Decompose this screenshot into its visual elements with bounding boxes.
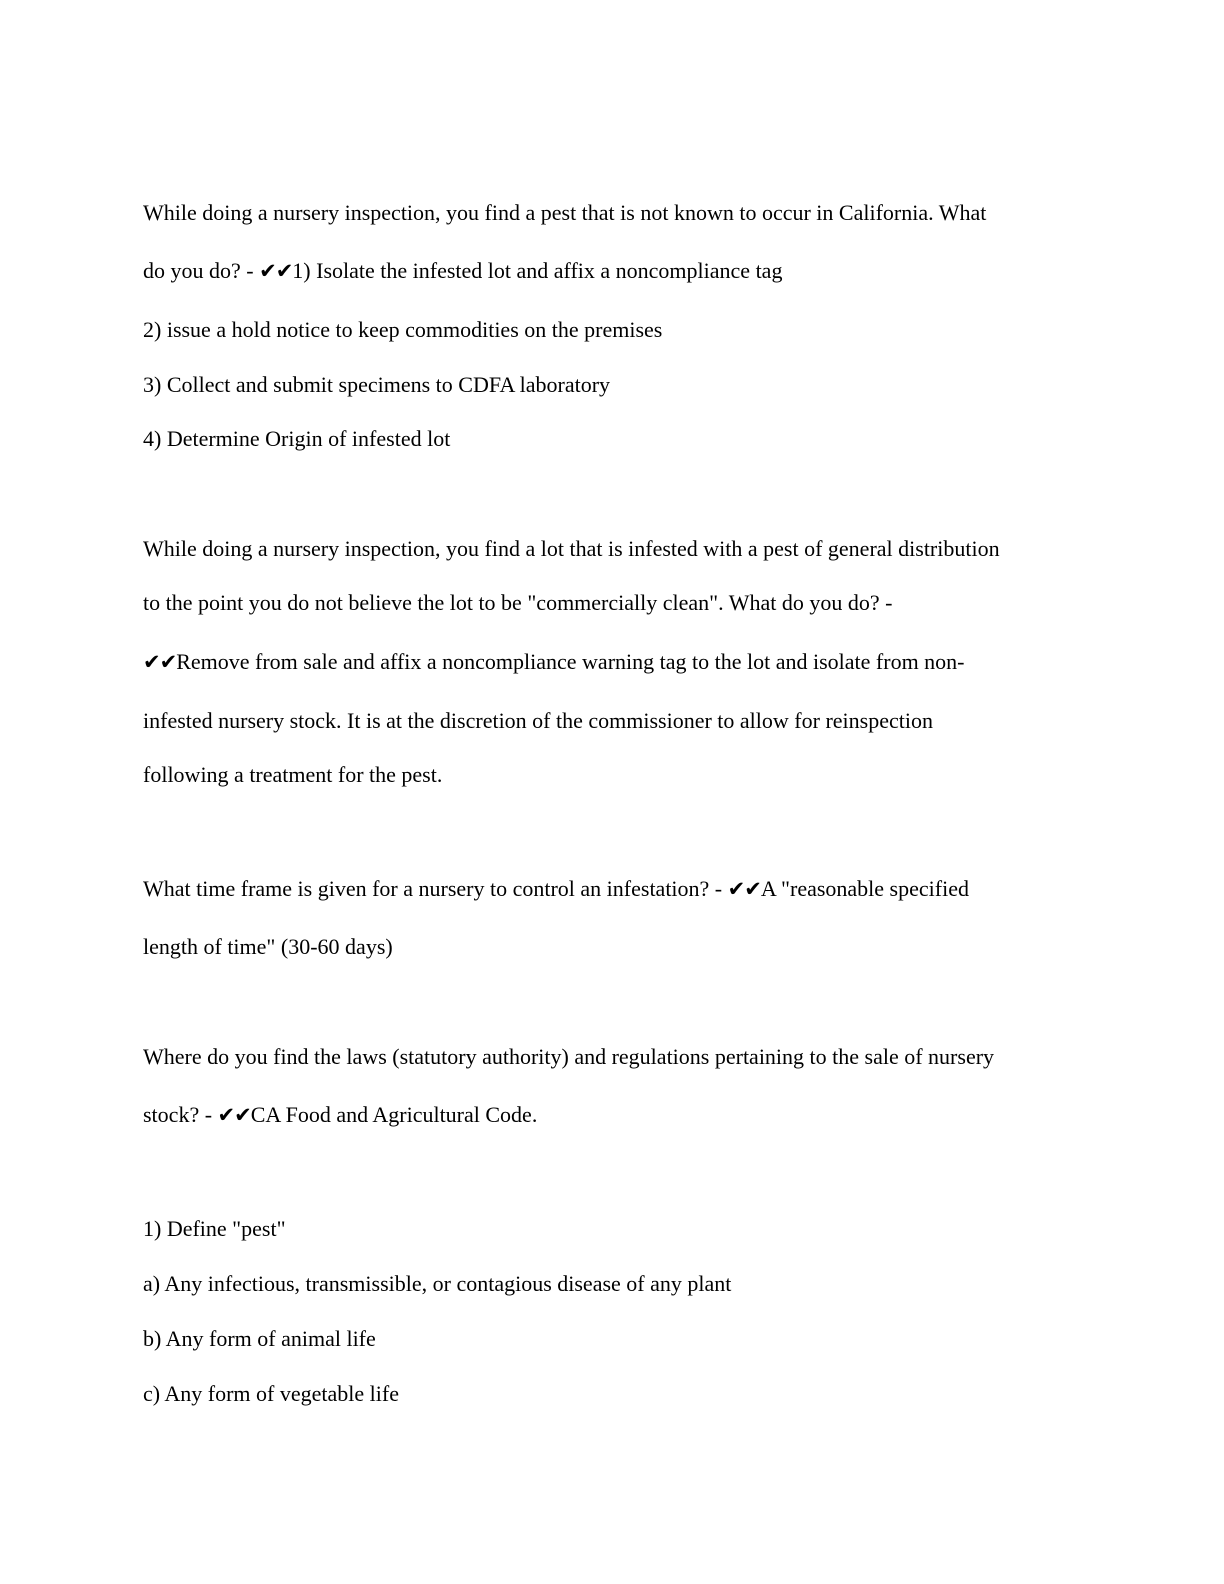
q1-answer-item-2: 2) issue a hold notice to keep commodities on the premises bbox=[143, 317, 663, 342]
q5-option-b: b) Any form of animal life bbox=[143, 1326, 376, 1351]
q4-line-2 bbox=[143, 1100, 537, 1130]
double-check-icon: ✔✔ bbox=[217, 1103, 251, 1127]
q4-line-1: Where do you find the laws (statutory authority) and regulations pertaining to the sale of nursery bbox=[143, 1044, 995, 1069]
q1-line-2-prefix: do you do? - bbox=[143, 258, 260, 283]
q2-line-4: infested nursery stock. It is at the discretion of the commissioner to allow for reinspection bbox=[143, 708, 933, 733]
q3-line-1 bbox=[143, 874, 969, 904]
double-check-icon: ✔✔ bbox=[259, 259, 293, 283]
q5-line-1: 1) Define "pest" bbox=[143, 1216, 286, 1241]
q1-answer-item-4: 4) Determine Origin of infested lot bbox=[143, 426, 451, 451]
q2-answer-start: Remove from sale and affix a noncompliance warning tag to the lot and isolate from non- bbox=[176, 649, 965, 674]
q1-line-2 bbox=[143, 256, 782, 286]
q2-line-1: While doing a nursery inspection, you find a lot that is infested with a pest of general distribution bbox=[143, 536, 1000, 561]
q1-answer-item-1: 1) Isolate the infested lot and affix a noncompliance tag bbox=[292, 258, 783, 283]
double-check-icon: ✔✔ bbox=[143, 650, 177, 674]
q3-line-2: length of time" (30-60 days) bbox=[143, 934, 393, 959]
q2-line-2: to the point you do not believe the lot to be "commercially clean". What do you do? - bbox=[143, 590, 893, 615]
q4-question-end: stock? - bbox=[143, 1102, 218, 1127]
q3-answer-start: A "reasonable specified bbox=[760, 876, 969, 901]
q3-question: What time frame is given for a nursery to control an infestation? - bbox=[143, 876, 728, 901]
q2-line-3 bbox=[143, 647, 965, 677]
q4-answer: CA Food and Agricultural Code. bbox=[250, 1102, 538, 1127]
q1-answer-item-3: 3) Collect and submit specimens to CDFA laboratory bbox=[143, 372, 611, 397]
q5-option-c: c) Any form of vegetable life bbox=[143, 1381, 399, 1406]
q2-line-5: following a treatment for the pest. bbox=[143, 762, 443, 787]
q5-option-a: a) Any infectious, transmissible, or contagious disease of any plant bbox=[143, 1271, 732, 1296]
q1-line-1: While doing a nursery inspection, you find a pest that is not known to occur in California. What bbox=[143, 200, 987, 225]
double-check-icon: ✔✔ bbox=[727, 877, 761, 901]
